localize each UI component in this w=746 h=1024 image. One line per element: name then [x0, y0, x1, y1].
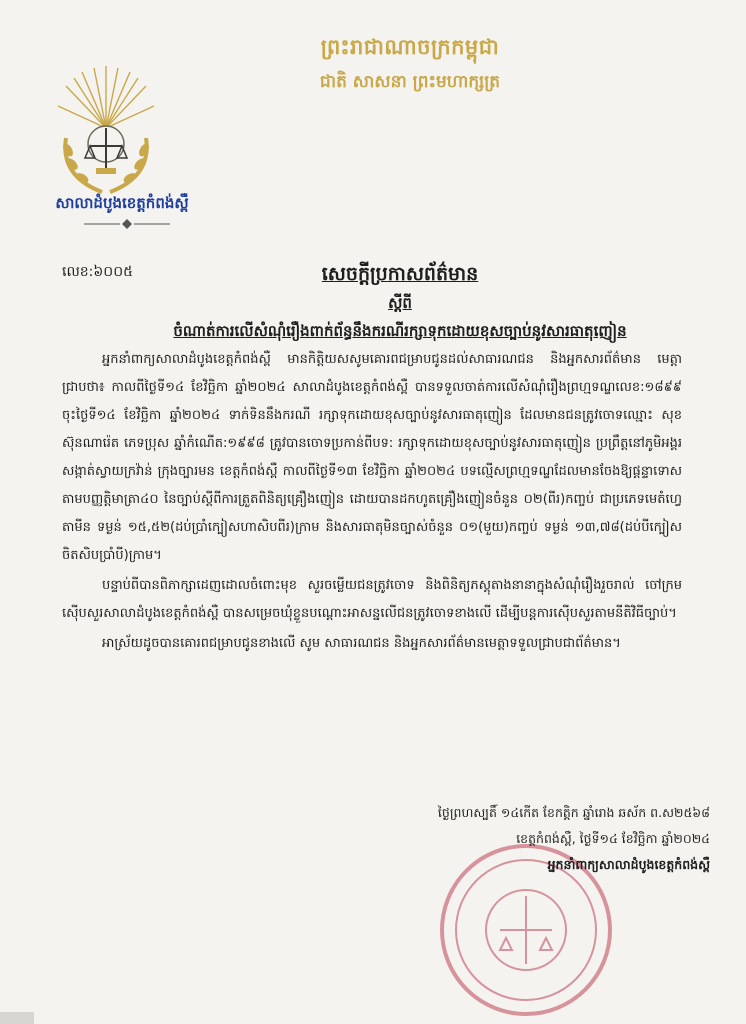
paragraph: អ្នកនាំពាក្យសាលាដំបូងខេត្តកំពង់ស្ពឺ មានកិត្តិយសសូមគោរពជម្រាបជូនដល់សាធារណជន និងអ្នកសារព័ត៌មាន មេត្តាជ្រាបថា៖ កាលពីថ្ងៃទី១៤ ខែវិច្ឆិកា ឆ្នាំ២០២៤ សាលាដំបូងខេត្តកំពង់ស្ពឺ បានទទួលចាត់ការលើសំណុំរឿងព្រហ្មទណ្ឌលេខ:១៨៩៩ ចុះថ្ងៃទី១៤ ខែវិច្ឆិកា ឆ្នាំ២០២៤ ទាក់ទិននឹងករណី រក្សាទុកដោយខុសច្បាប់នូវសារធាតុញៀន ដែលមានជនត្រូវចោទឈ្មោះ សុខ ស៊ុនណារ៉េត ភេទប្រុស ឆ្នាំកំណើត:១៩៩៨ ត្រូវបានចោទប្រកាន់ពីបទ: រក្សាទុកដោយខុសច្បាប់នូវសារធាតុញៀន ប្រព្រឹត្តនៅភូមិអង្គរ សង្កាត់ស្វាយក្រវ៉ាន់ ក្រុងច្បារមន ខេត្តកំពង់ស្ពឺ កាលពីថ្ងៃទី១៣ ខែវិច្ឆិកា ឆ្នាំ២០២៤ បទល្មើសព្រហ្មទណ្ឌដែលមានចែងឱ្យផ្តន្ទាទោសតាមបញ្ញត្តិមាត្រា៤០ នៃច្បាប់ស្តីពីការត្រួតពិនិត្យគ្រឿងញៀន ដោយបានដកហូតគ្រឿងញៀនចំនួន ០២(ពីរ)កញ្ចប់ ជាប្រភេទមេតំហ្វេតាមីន ទម្ងន់ ១៥,៥២(ដប់ប្រាំក្បៀសហាសិបពីរ)ក្រាម និងសារធាតុមិនច្បាស់ចំនួន ០១(មួយ)កញ្ចប់ ទម្ងន់ ១៣,៧៨(ដប់បីក្បៀសចិតសិបប្រាំបី)ក្រាម។ — [62, 352, 682, 563]
court-emblem-icon — [52, 58, 160, 200]
scan-corner-mark — [0, 1012, 34, 1024]
paragraph: បន្ទាប់ពីបានពិភាក្សាដេញដោលចំពោះមុខ សួរចម្លើយជនត្រូវចោទ និងពិនិត្យភស្តុតាងនានាក្នុងសំណុំរឿងរួចរាល់ ចៅក្រមស៊ើបសួរសាលាដំបូងខេត្តកំពង់ស្ពឺ បានសម្រេចឃុំខ្លួនបណ្តោះអាសន្នលើជនត្រូវចោទខាងលើ ដើម្បីបន្តការស៊ើបសួរតាមនីតិវិធីច្បាប់។ — [62, 578, 682, 621]
court-name: សាលាដំបូងខេត្តកំពង់ស្ពឺ — [55, 194, 189, 212]
document-subject: ចំណាត់ការលើសំណុំរឿងពាក់ព័ន្ធនឹងករណីរក្សាទុកដោយខុសច្បាប់នូវសារធាតុញៀន — [173, 322, 627, 340]
signatory-title: អ្នកនាំពាក្យសាលាដំបូងខេត្តកំពង់ស្ពឺ — [547, 857, 710, 872]
document-title: សេចក្តីប្រកាសព័ត៌មាន — [321, 263, 479, 285]
divider-ornament-icon — [82, 218, 172, 230]
kingdom-header — [190, 34, 630, 96]
place-date: ខេត្តកំពង់ស្ពឺ, ថ្ងៃទី១៤ ខែវិច្ឆិកា ឆ្នាំ២០២៤ — [516, 831, 710, 846]
body-text — [62, 346, 682, 660]
kingdom-title: ព្រះរាជាណាចក្រកម្ពុជា — [320, 34, 500, 59]
signature-block — [310, 800, 710, 878]
document-subtitle: ស្តីពី — [388, 294, 412, 312]
national-motto: ជាតិ សាសនា ព្រះមហាក្សត្រ — [319, 72, 501, 92]
paragraph: អាស្រ័យដូចបានគោរពជម្រាបជូនខាងលើ សូម សាធារណជន និងអ្នកសារព័ត៌មានមេត្តាទទួលជ្រាបជាព័ត៌មាន។ — [102, 636, 621, 651]
lunar-date: ថ្ងៃព្រហស្បតិ៍ ១៤កើត ខែកត្តិក ឆ្នាំរោង ឆស័ក ព.ស២៥៦៨ — [437, 805, 710, 820]
document-number: លេខ:៦០០៥ — [62, 264, 134, 280]
title-block — [120, 262, 680, 344]
